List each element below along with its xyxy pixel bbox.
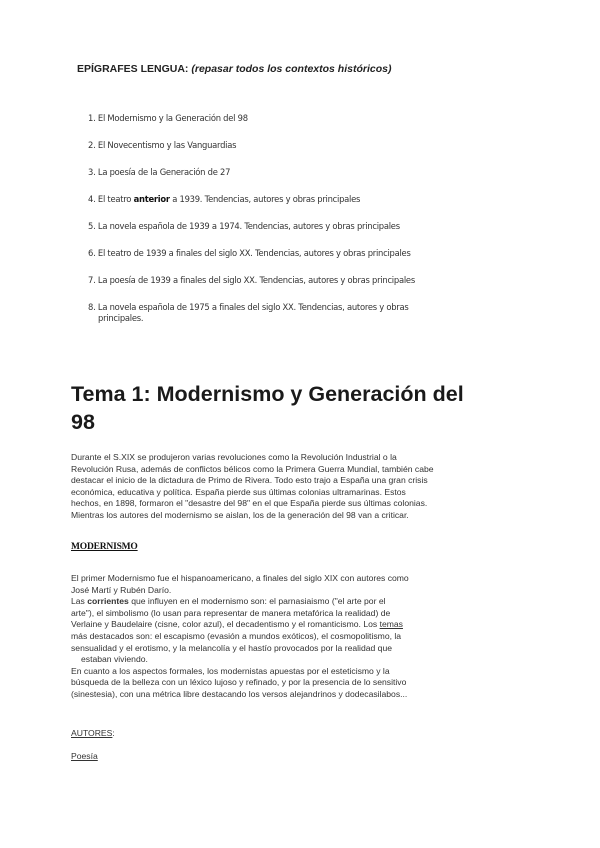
- topic-item: 8. La novela española de 1975 a finales del siglo XX. Tendencias, autores y obras principales.: [88, 302, 409, 323]
- topic-item: 5. La novela española de 1939 a 1974. Tendencias, autores y obras principales: [88, 221, 400, 231]
- intro-paragraph: Durante el S.XIX se produjeron varias revoluciones como la Revolución Industrial o la Revolución Rusa, además de conflictos bélicos como la Primera Guerra Mundial, también cabe destacar el inicio de la dictadura de Primo de Rivera. Todo esto trajo a España una gran crisis económica, educativa y política. España pierde sus últimas colonias ultramarinas. Estos hechos, en 1898, formaron el "desastre del 98" en el que España pierde sus últimas colonias. Mientras los autores del modernismo se aislan, los de la generación del 98 van a criticar.: [71, 452, 434, 520]
- topic-item: 7. La poesía de 1939 a finales del siglo XX. Tendencias, autores y obras principales: [88, 275, 415, 285]
- modernismo-paragraph: El primer Modernismo fue el hispanoamericano, a finales del siglo XIX con autores como José Martí y Rubén Darío. Las corrientes que influyen en el modernismo son: el parnasiaismo ("el arte por el arte"), el simbolismo (lo usan para representar de manera metafórica la realidad) de Verlaine y Baudelaire (cisne, color azul), el decadentismo y el romanticismo. Los temas más destacados son: el escapismo (evasión a mundos exóticos), el cosmopolitismo, la sensualidad y el erotismo, y la melancolía y el hastío provocados por la realidad que estaban viviendo. En cuanto a los aspectos formales, los modernistas apuestas por el esteticismo y la búsqueda de la belleza con un léxico lujoso y refinado, y por la presencia de lo sensitivo (sinestesia), con una métrica libre destacando los versos alejandrinos y dodecasilabos...: [71, 573, 409, 699]
- autores-heading: AUTORES:: [71, 728, 115, 738]
- poesia-heading: Poesía: [71, 751, 98, 761]
- topic-item: 6. El teatro de 1939 a finales del siglo XX. Tendencias, autores y obras principales: [88, 248, 411, 258]
- section-title: Tema 1: Modernismo y Generación del 98: [71, 382, 464, 434]
- topics-list: [88, 113, 448, 329]
- topic-item: 4. El teatro anterior a 1939. Tendencias, autores y obras principales: [88, 194, 361, 204]
- topic-item: 2. El Novecentismo y las Vanguardias: [88, 140, 237, 150]
- subsection-heading: MODERNISMO: [71, 542, 138, 552]
- header-label: EPÍGRAFES LENGUA:: [77, 63, 189, 75]
- topic-item: 3. La poesía de la Generación de 27: [88, 167, 231, 177]
- header-note: (repasar todos los contextos históricos): [191, 63, 392, 75]
- document-header: [77, 63, 392, 75]
- topic-item: 1. El Modernismo y la Generación del 98: [88, 113, 248, 123]
